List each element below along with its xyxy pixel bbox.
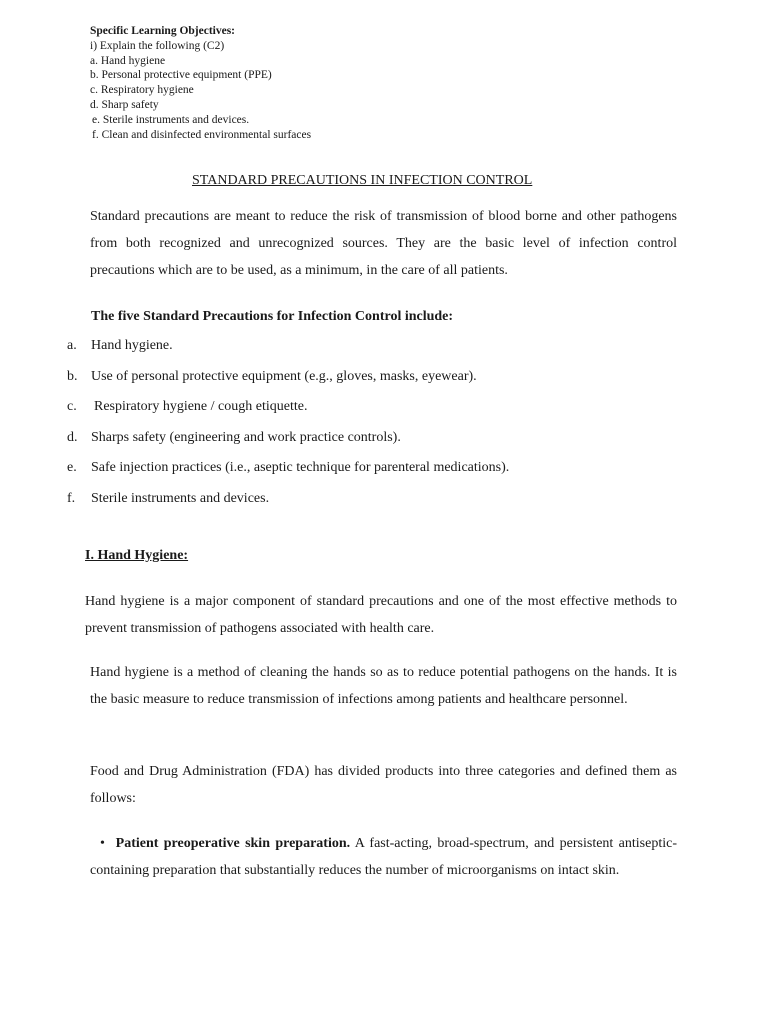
- list-marker: f.: [67, 490, 76, 506]
- bullet-paragraph: [90, 831, 677, 885]
- fda-paragraph: Food and Drug Administration (FDA) has divided products into three categories and defined them as follows:: [90, 764, 677, 806]
- list-marker: b.: [67, 368, 78, 384]
- objective-item: a. Hand hygiene: [90, 54, 166, 67]
- objectives-title: Specific Learning Objectives:: [90, 25, 236, 37]
- bullet-text: A fast-acting, broad-spectrum, and persistent antiseptic-containing preparation that substantially reduces the number of microorganisms on intact skin.: [90, 836, 677, 878]
- list-marker: e.: [67, 460, 77, 476]
- list-marker: a.: [67, 338, 77, 353]
- list-item-text: Use of personal protective equipment (e.g., gloves, masks, eyewear).: [91, 368, 477, 384]
- precautions-heading: The five Standard Precautions for Infection Control include:: [91, 309, 454, 324]
- bullet-term: Patient preoperative skin preparation.: [115, 836, 351, 851]
- objective-item: d. Sharp safety: [90, 98, 159, 111]
- objective-item: e. Sterile instruments and devices.: [92, 113, 250, 126]
- hand-hygiene-paragraph-1: Hand hygiene is a major component of standard precautions and one of the most effective methods to prevent transmission of pathogens associated with health care.: [85, 594, 677, 636]
- bullet-icon: •: [100, 836, 105, 851]
- objective-item: b. Personal protective equipment (PPE): [90, 69, 272, 82]
- intro-paragraph: Standard precautions are meant to reduce the risk of transmission of blood borne and other pathogens from both recognized and unrecognized sources. They are the basic level of infection control precautions which are to be used, as a minimum, in the care of all patients.: [90, 209, 677, 278]
- list-item-text: Sterile instruments and devices.: [91, 490, 270, 506]
- list-marker: d.: [67, 429, 78, 445]
- hand-hygiene-paragraph-2: Hand hygiene is a method of cleaning the hands so as to reduce potential pathogens on the hands. It is the basic measure to reduce transmission of infections among patients and healthcare personnel.: [90, 665, 677, 707]
- list-item-text: Hand hygiene.: [91, 338, 173, 353]
- objective-item: f. Clean and disinfected environmental surfaces: [92, 128, 312, 141]
- section-heading-hand-hygiene: I. Hand Hygiene:: [85, 548, 189, 563]
- learning-objectives: [90, 24, 311, 142]
- objectives-intro: i) Explain the following (C2): [90, 39, 225, 52]
- list-item-text: Respiratory hygiene / cough etiquette.: [94, 399, 308, 415]
- list-item-text: Safe injection practices (i.e., aseptic technique for parenteral medications).: [91, 460, 510, 476]
- list-item-text: Sharps safety (engineering and work practice controls).: [91, 429, 401, 445]
- list-marker: c.: [67, 399, 77, 415]
- objective-item: c. Respiratory hygiene: [90, 84, 194, 97]
- page-title: STANDARD PRECAUTIONS IN INFECTION CONTROL: [192, 173, 533, 188]
